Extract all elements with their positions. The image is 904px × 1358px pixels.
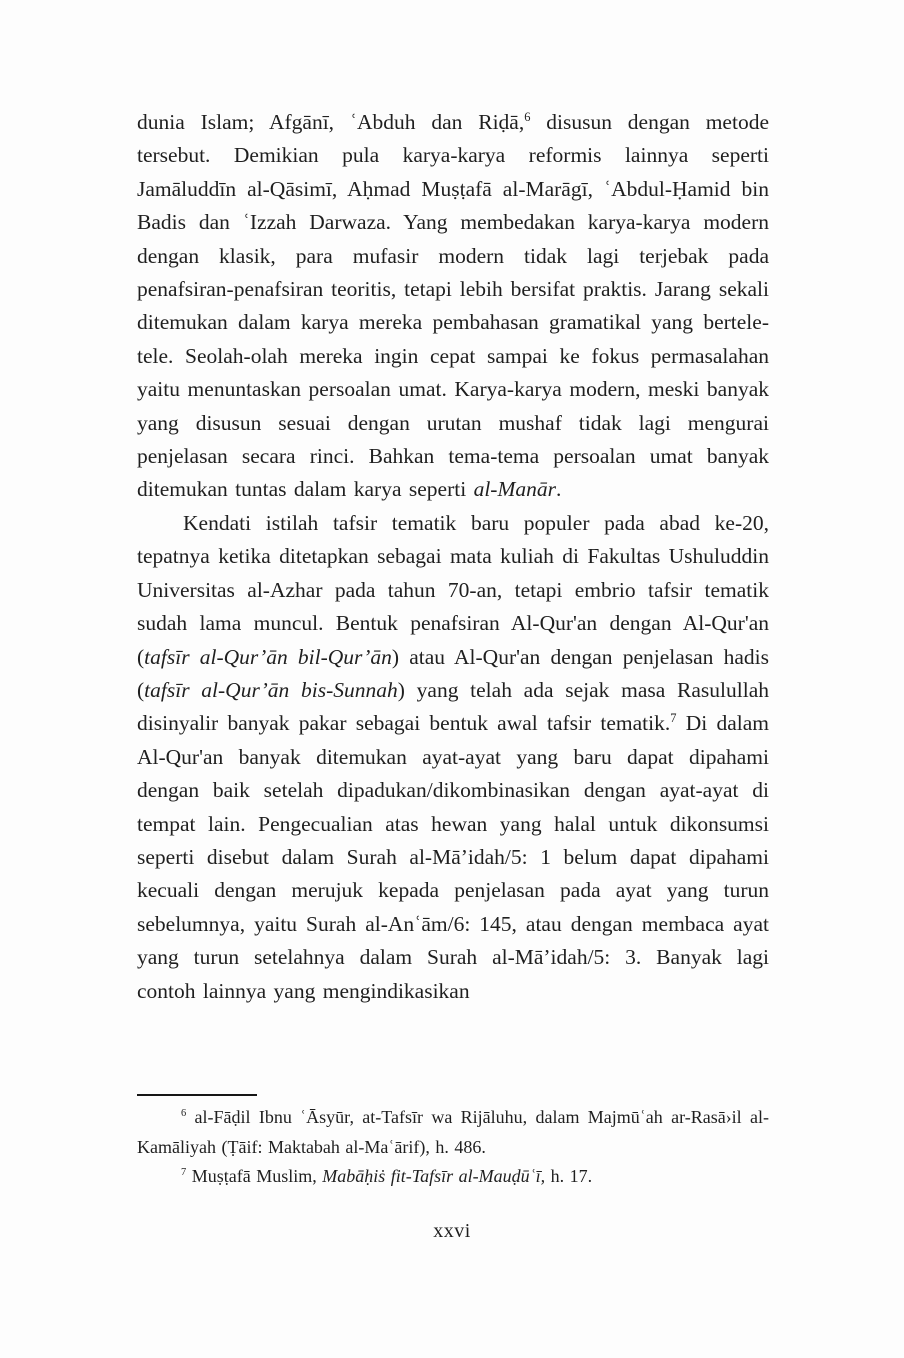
text-run: ) atau Al-Qur'an dengan penjelasan hadis ( [137,644,769,702]
text-run: al-Fāḍil Ibnu ʿĀsyūr, at-Tafsīr wa Rijāluhu, dalam Majmūʿah ar-Rasā›il al-Kamāliyah (Ṭāif: Maktabah al-Maʿārif), h. 486. [137,1107,769,1157]
text-run: disusun dengan metode tersebut. Demikian pula karya-karya reformis lainnya seperti Jamāluddīn al-Qāsimī, Aḥmad Muṣṭafā al-Marāgī, ʿAbdul-Ḥamid bin Badis dan ʿIzzah Darwaza. Yang membedakan karya-karya modern dengan klasik, para mufasir modern tidak lagi terjebak pada penafsiran-penafsiran teoritis, tetapi lebih bersifat praktis. Jarang sekali ditemukan dalam karya mereka pembahasan gramatikal yang bertele-tele. Seolah-olah mereka ingin cepat sampai ke fokus permasalahan yaitu menuntaskan persoalan umat. Karya-karya modern, meski banyak yang disusun sesuai dengan urutan mushaf tidak lagi mengurai penjelasan secara rinci. Bahkan tema-tema persoalan umat banyak ditemukan tuntas dalam karya seperti [137,110,769,502]
footnote [137,1103,769,1162]
body-text [137,106,769,1008]
footnote-marker: 6 [181,1108,187,1119]
text-run: h. 17. [545,1166,593,1186]
italic-text: tafsīr al-Qur’ān bil-Qur’ān [144,644,392,669]
text-run: Di dalam Al-Qur'an banyak ditemukan ayat-ayat yang baru dapat dipahami dengan baik setelah dipadukan/dikombinasikan dengan ayat-ayat di tempat lain. Pengecualian atas hewan yang halal untuk dikonsumsi seperti disebut dalam Surah al-Mā’idah/5: 1 belum dapat dipahami kecuali dengan merujuk kepada penjelasan pada ayat yang turun sebelumnya, yaitu Surah al-Anʿām/6: 145, atau dengan membaca ayat yang turun setelahnya dalam Surah al-Mā’idah/5: 3. Banyak lagi contoh lainnya yang mengindikasikan [137,711,769,1003]
italic-text: al-Manār [473,477,556,502]
paragraph [137,106,769,507]
footnote [137,1162,769,1192]
text-run: Muṣṭafā Muslim, [186,1166,323,1186]
footnote-marker: 7 [670,711,677,726]
footnote-section [137,1103,769,1192]
italic-text: Mabāḥiṡ fit-Tafsīr al-Mauḍūʿī, [322,1166,546,1186]
footnote-separator [137,1094,257,1096]
text-run: Kendati istilah tafsir tematik baru populer pada abad ke-20, tepatnya ketika ditetapkan sebagai mata kuliah di Fakultas Ushuluddin Universitas al-Azhar pada tahun 70-an, tetapi embrio tafsir tematik sudah lama muncul. Bentuk penafsiran Al-Qur'an dengan Al-Qur'an ( [137,510,769,669]
paragraph [137,507,769,1008]
footnote-marker: 6 [524,109,531,124]
text-run: . [556,477,562,502]
page-number: xxvi [433,1220,471,1242]
italic-text: tafsīr al-Qur’ān bis-Sunnah [144,677,398,702]
text-run: dunia Islam; Afgānī, ʿAbduh dan Riḍā, [137,110,525,134]
text-run: ) yang telah ada sejak masa Rasulullah disinyalir banyak pakar sebagai bentuk awal tafsir tematik. [137,677,769,736]
footnote-marker: 7 [181,1167,187,1178]
